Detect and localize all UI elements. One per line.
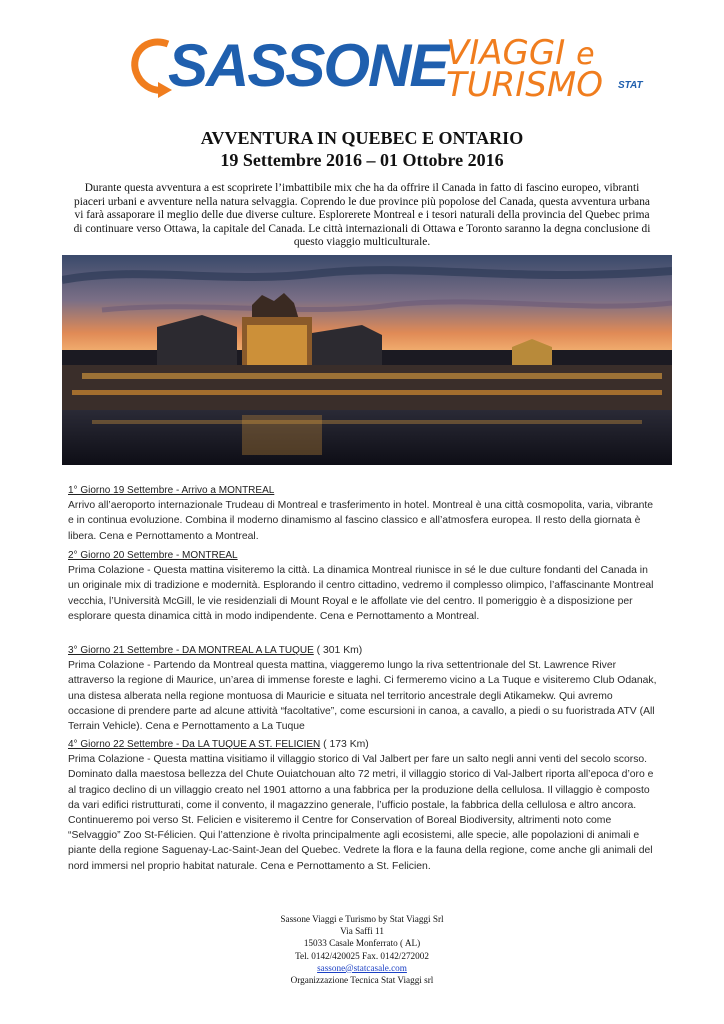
footer-email-link[interactable]: sassone@statcasale.com xyxy=(317,962,407,973)
day-heading: 3° Giorno 21 Settembre - DA MONTREAL A LA TUQUE xyxy=(68,645,314,656)
day-body: Arrivo all’aeroporto internazionale Trudeau di Montreal e trasferimento in hotel. Montreal è una città cosmopolita, varia, vibrante e in continua evoluzione. Combina il moderno dinamismo al fascino classico e all’atmosfera europea. Il resto della giornata è libera. Cena e Pernottamento a Montreal. xyxy=(68,500,654,542)
quebec-city-photo xyxy=(62,255,672,465)
footer-org: Organizzazione Tecnica Stat Viaggi srl xyxy=(290,975,434,986)
document-dates: 19 Settembre 2016 – 01 Ottobre 2016 xyxy=(220,150,504,170)
day-body: Prima Colazione - Questa mattina visiteremo la città. La dinamica Montreal riunisce in sé le due culture fondanti del Canada in un originale mix di tradizione e modernità. Esplorando il centro cittadino, vedremo il complesso olimpico, l’affascinante Montreal vecchia, l’Università McGill, le vie residenziali di Mount Royal e le affollate vie del centro. Il pomeriggio è a disposizione per esplorare questa dinamica città in modo indipendente. Cena e Pernottamento a Montreal. xyxy=(68,565,654,622)
itinerary-day-2 xyxy=(68,548,658,624)
day-heading: 4° Giorno 22 Settembre - Da LA TUQUE A ST. FELICIEN xyxy=(68,739,321,750)
itinerary-day-4 xyxy=(68,737,658,874)
intro-paragraph: Durante questa avventura a est scoprirete l’imbattibile mix che ha da offrire il Canada in fatto di fascino europeo, vibranti piaceri urbani e avventure nella natura selvaggia. Coprendo le due province più popolose del Canada, questa avventura urbana vi farà assaporare il meglio delle due diverse culture. Esplorerete Montreal e i tesori naturali della provincia del Quebec prima di continuare verso Ottawa, la capitale del Canada. Le città internazionali di Ottawa e Toronto saranno la degna conclusione di questo viaggio multiculturale. xyxy=(73,182,651,249)
footer-city: 15033 Casale Monferrato ( AL) xyxy=(303,938,421,949)
day-distance: ( 301 Km) xyxy=(313,645,363,656)
itinerary-day-1 xyxy=(68,483,658,544)
footer-street: Via Saffi 11 xyxy=(340,926,384,937)
footer xyxy=(0,913,724,986)
itinerary-day-3 xyxy=(68,643,658,734)
footer-company: Sassone Viaggi e Turismo by Stat Viaggi Srl xyxy=(280,914,444,924)
company-logo xyxy=(128,28,658,110)
logo-brand: SASSONE xyxy=(168,32,448,99)
logo-line2: TURISMO xyxy=(446,65,603,105)
document-title: AVVENTURA IN QUEBEC E ONTARIO xyxy=(200,128,524,148)
day-heading: 1° Giorno 19 Settembre - Arrivo a MONTREAL xyxy=(68,485,275,496)
day-body: Prima Colazione - Questa mattina visitiamo il villaggio storico di Val Jalbert per fare un salto negli anni venti del secolo scorso. Dominato dalla maestosa bellezza del Chute Ouiatchouan alto 72 metri, il villaggio storico di Val-Jalbert riporta all’epoca d’oro e al tragico declino di un villaggio creato nel 1901 attorno a una fabbrica per la produzione della cellulosa. Il villaggio è composto da vari edifici ristrutturati, come il convento, il magazzino generale, l’ufficio postale, la fabbrica della cellulosa e altro ancora. Continueremo poi verso St. Felicien e visiteremo il Centre for Conservation of Boreal Biodiversity, altrimenti noto come “Selvaggio” Zoo St-Félicien. Qui l’attenzione è rivolta principalmente agli ecosistemi, alle specie, alle popolazioni di animali e piante della regione Saguenay-Lac-Saint-Jean del Quebec. Vedrete la flora e la fauna della regione, come anche gli animali del nord immersi nel proprio habitat naturale. Cena e Pernottamento a St. Felicien. xyxy=(68,754,654,872)
footer-phone: Tel. 0142/420025 Fax. 0142/272002 xyxy=(295,950,429,961)
day-heading: 2° Giorno 20 Settembre - MONTREAL xyxy=(68,550,238,561)
day-distance: ( 173 Km) xyxy=(320,739,369,750)
logo-stat: STAT xyxy=(618,80,643,91)
day-body: Prima Colazione - Partendo da Montreal questa mattina, viaggeremo lungo la riva settentrionale del St. Lawrence River attraverso la regione di Maurice, un’area di immense foreste e laghi. Ci fermeremo vicino a La Tuque e visiteremo Club Odanak, una distesa alberata nella regione montuosa di Mauricie e situata nel territorio ancestrale degli Atikamekw. Qui avremo occasione di prendere parte ad alcune attività “facoltative”, come escursioni in canoa, a cavallo, a piedi o su fuoristrada ATV (All Terrain Vehicle). Cena e Pernottamento a La Tuque xyxy=(68,660,657,733)
logo-line1: VIAGGI e xyxy=(446,33,595,73)
